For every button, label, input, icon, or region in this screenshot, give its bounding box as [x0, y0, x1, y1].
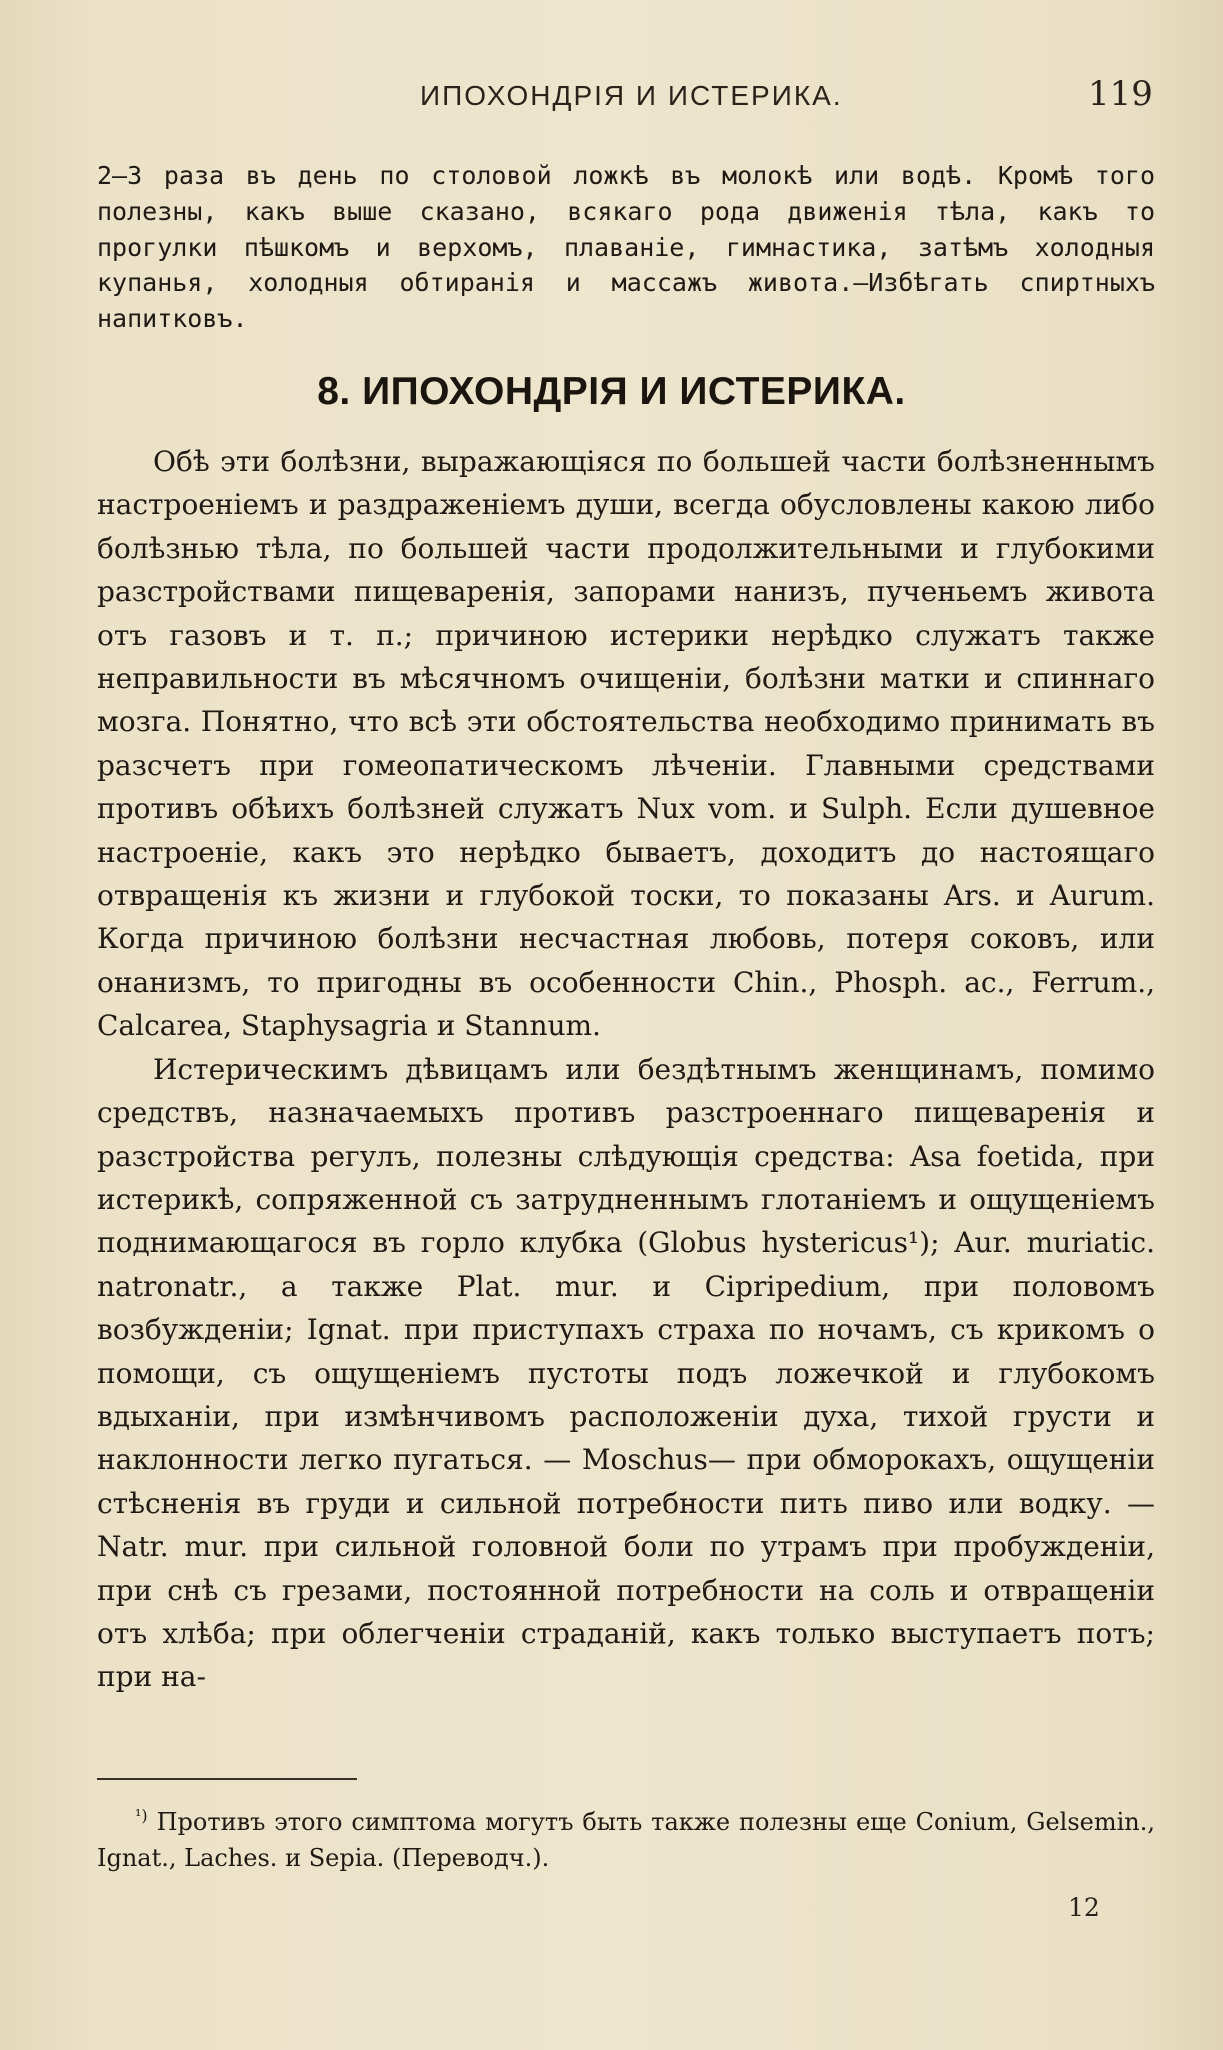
- section-body: [97, 440, 1155, 1699]
- footnote-block: [97, 1798, 1155, 1876]
- intro-paragraph: 2—3 раза въ день по столовой ложкѣ въ молокѣ или водѣ. Кромѣ того полезны, какъ выше сказано, всякаго рода движенія тѣла, какъ то прогулки пѣшкомъ и верхомъ, плаваніе, гимнастика, затѣмъ холодныя купанья, холодныя обтиранія и массажъ живота.—Избѣгать спиртныхъ напитковъ.: [97, 161, 1155, 334]
- signature-mark: 12: [1068, 1893, 1100, 1922]
- footnote-text: Противъ этого симптома могутъ быть также полезны еще Conium, Gelsemin., Ignat., Laches. и Sepia. (Переводч.).: [97, 1808, 1155, 1872]
- footnote-paragraph: [97, 1798, 1155, 1876]
- footnote-mark: ¹): [135, 1806, 148, 1825]
- body-paragraph-1: Обѣ эти болѣзни, выражающіяся по большей части болѣзненнымъ настроеніемъ и раздраженіемъ души, всегда обусловлены какою либо болѣзнью тѣла, по большей части продолжительными и глубокими разстройствами пищеваренія, запорами нанизъ, пученьемъ живота отъ газовъ и т. п.; причиною истерики нерѣдко служатъ также неправильности въ мѣсячномъ очищеніи, болѣзни матки и спиннаго мозга. Понятно, что всѣ эти обстоятельства необходимо принимать въ разсчетъ при гомеопатическомъ лѣченіи. Главными средствами противъ обѣихъ болѣзней служатъ Nux vom. и Sulph. Если душевное настроеніе, какъ это нерѣдко бываетъ, доходитъ до настоящаго отвращенія къ жизни и глубокой тоски, то показаны Ars. и Aurum. Когда причиною болѣзни несчастная любовь, потеря соковъ, или онанизмъ, то пригодны въ особенности Chin., Phosph. ac., Ferrum., Calcarea, Staphysagria и Stannum.: [97, 445, 1155, 1043]
- body-paragraph-2: Истерическимъ дѣвицамъ или бездѣтнымъ женщинамъ, помимо средствъ, назначаемыхъ противъ разстроеннаго пищеваренія и разстройства регулъ, полезны слѣдующія средства: Asa foetida, при истерикѣ, сопряженной съ затрудненнымъ глотаніемъ и ощущеніемъ поднимающагося въ горло клубка (Globus hystericus¹); Aur. muriatic. natronatr., а также Plat. mur. и Cipripedium, при половомъ возбужденіи; Ignat. при приступахъ страха по ночамъ, съ крикомъ о помощи, съ ощущеніемъ пустоты подъ ложечкой и глубокомъ вдыханіи, при измѣнчивомъ расположеніи духа, тихой грусти и наклонности легко пугаться. — Moschus— при обморокахъ, ощущеніи стѣсненія въ груди и сильной потребности пить пиво или водку. — Natr. mur. при сильной головной боли по утрамъ при пробужденіи, при снѣ съ грезами, постоянной потребности на соль и отвращеніи отъ хлѣба; при облегченіи страданій, какъ только выступаетъ потъ; при на-: [97, 1052, 1155, 1694]
- intro-paragraph-block: [97, 158, 1155, 337]
- running-header: [0, 72, 1223, 122]
- footnote-rule: [97, 1778, 357, 1780]
- section-heading: 8. ИПОХОНДРІЯ И ИСТЕРИКА.: [317, 370, 906, 413]
- page-number: 119: [1088, 74, 1153, 114]
- running-title: ИПОХОНДРІЯ И ИСТЕРИКА.: [420, 80, 843, 111]
